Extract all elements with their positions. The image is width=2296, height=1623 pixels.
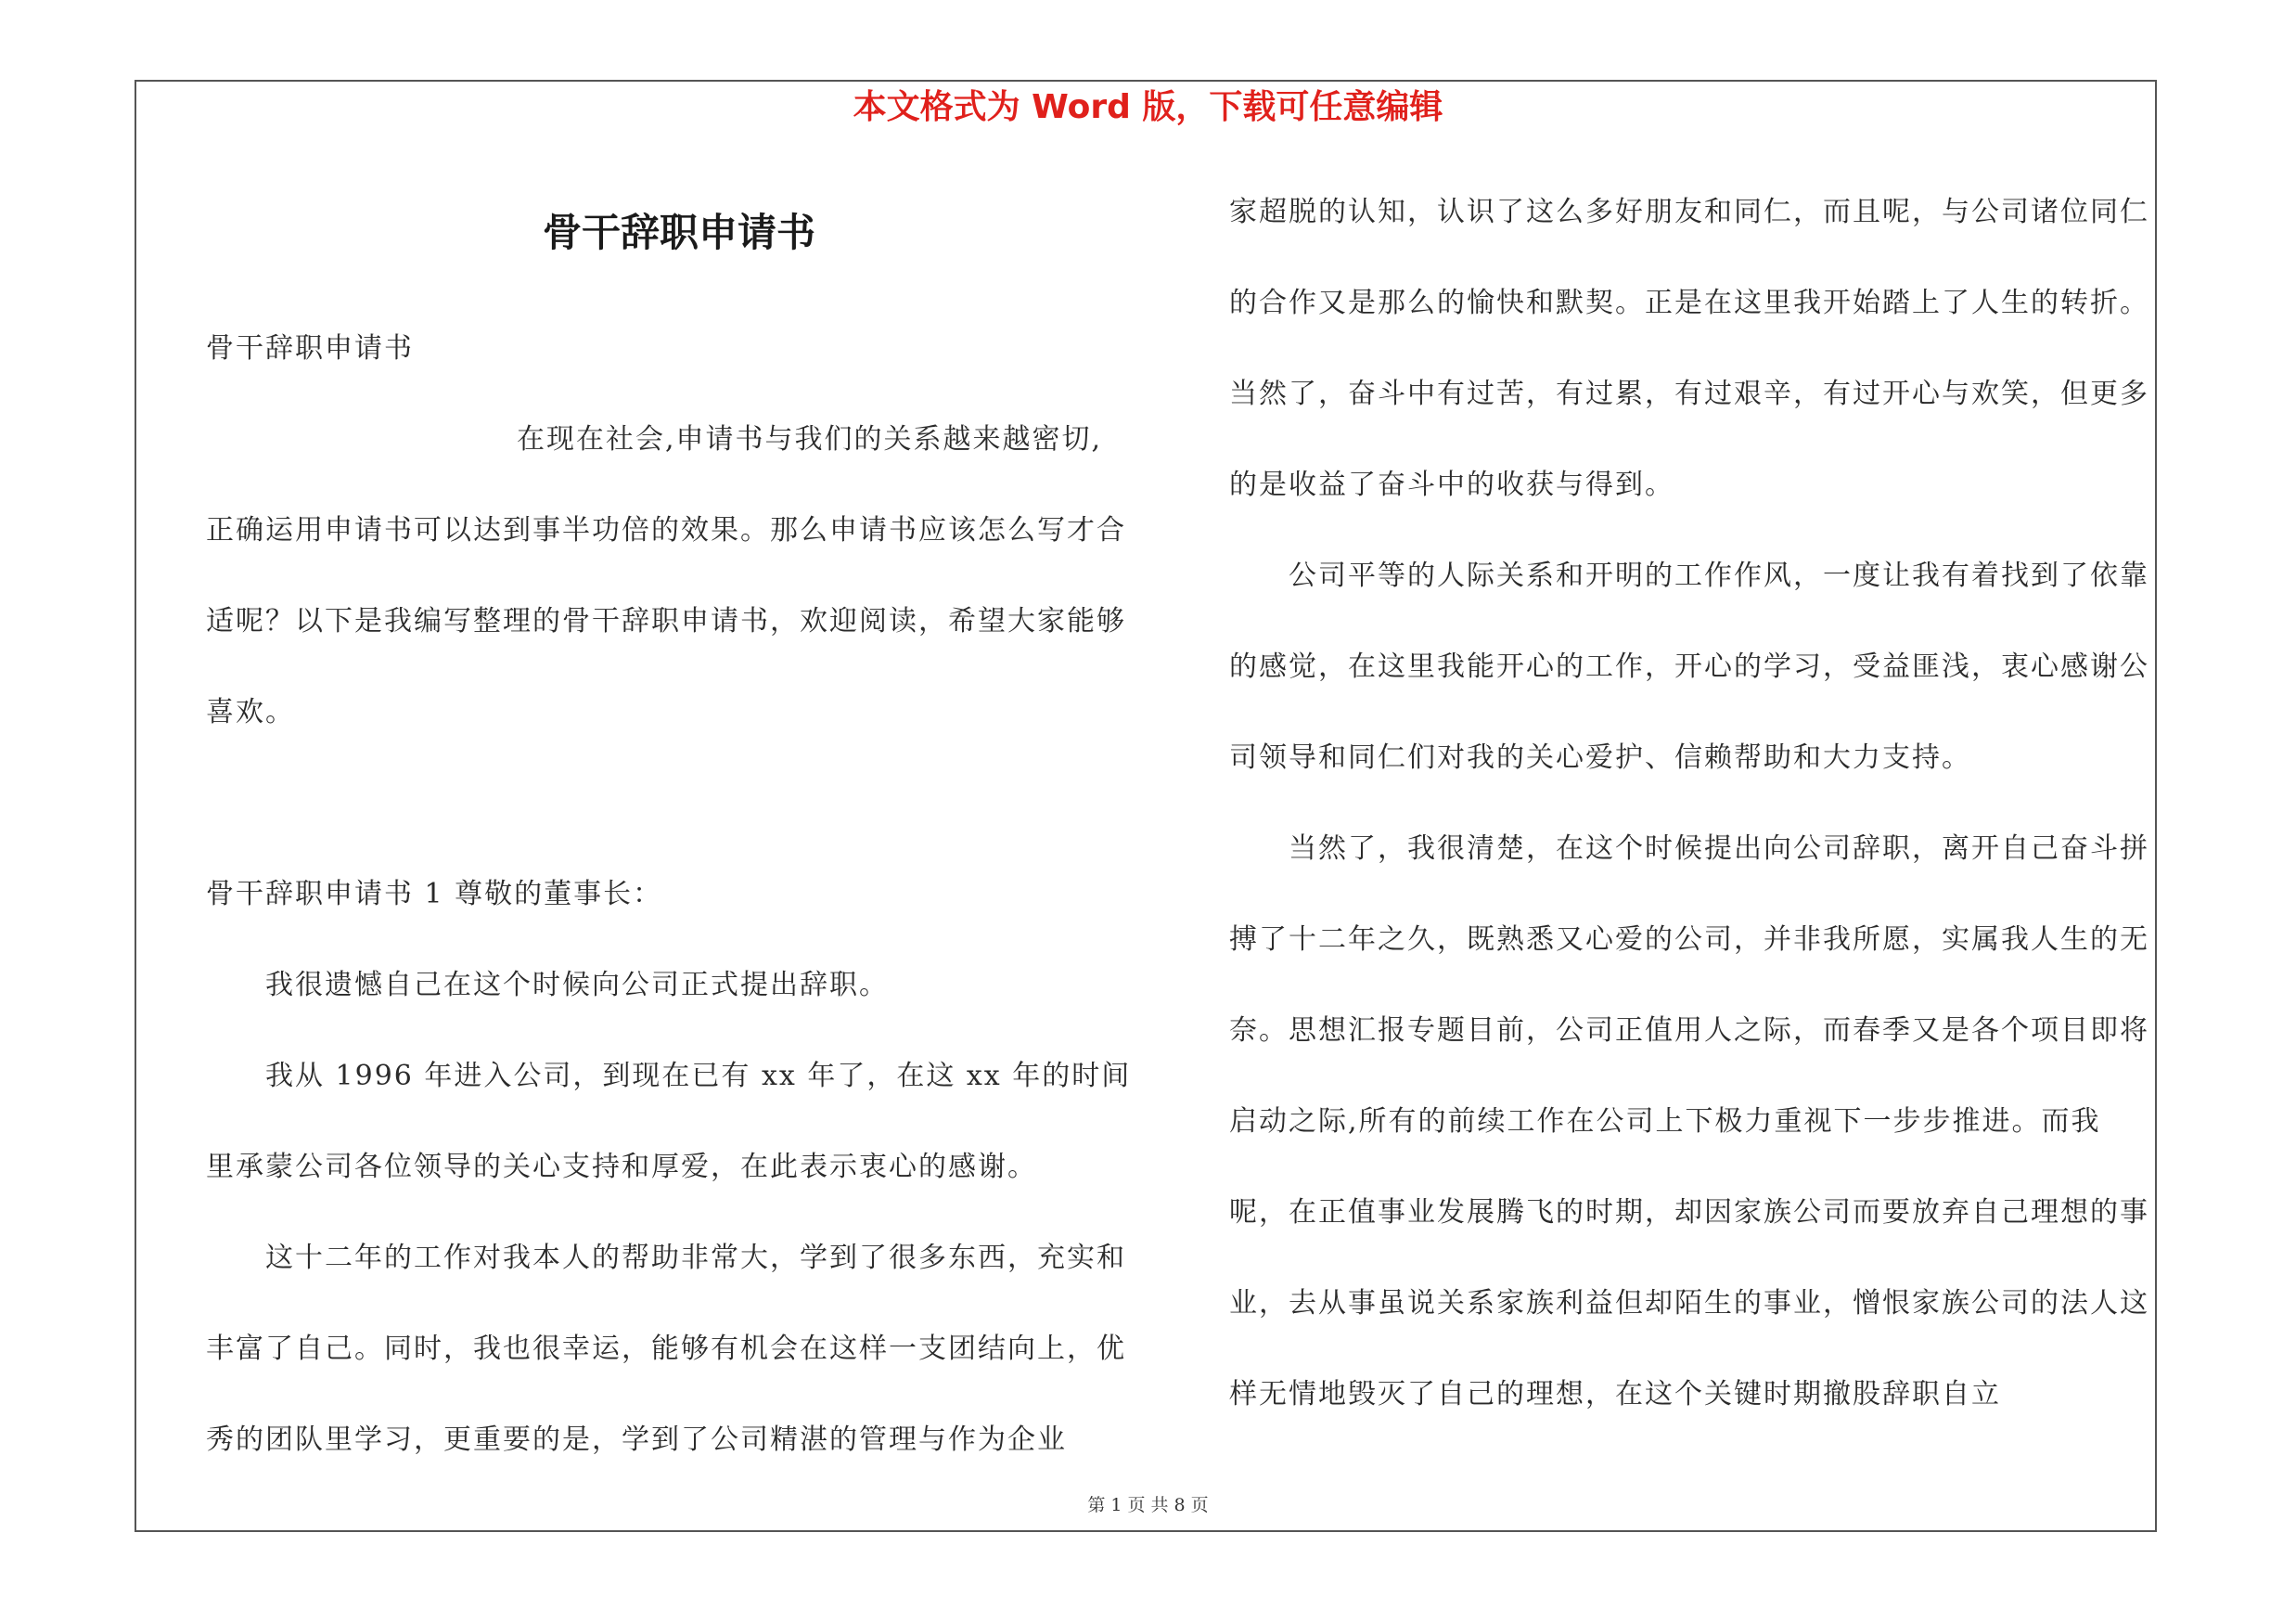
body-paragraph-4: 公司平等的人际关系和开明的工作作风，一度让我有着找到了依靠的感觉，在这里我能开心的工作，开心的学习，受益匪浅，衷心感谢公司领导和同仁们对我的关心爱护、信赖帮助和大力支持。 — [1229, 560, 2149, 774]
spacer — [206, 758, 1152, 849]
intro-paragraph: 正确运用申请书可以达到事半功倍的效果。那么申请书应该怎么写才合适呢？以下是我编写整理的骨干辞职申请书，欢迎阅读，希望大家能够喜欢。 — [206, 514, 1126, 728]
body-paragraph-3: 这十二年的工作对我本人的帮助非常大，学到了很多东西，充实和丰富了自己。同时，我也很幸运，能够有机会在这样一支团结向上，优秀的团队里学习，更重要的是，学到了公司精湛的管理与作为企业 — [206, 1242, 1126, 1456]
subtitle-paragraph: 骨干辞职申请书 — [206, 332, 414, 365]
word-format-banner: 本文格式为 Word 版，下载可任意编辑 — [853, 88, 1443, 126]
body-paragraph-2: 我从 1996 年进入公司，到现在已有 xx 年了，在这 xx 年的时间里承蒙公司各位领导的关心支持和厚爱，在此表示衷心的感谢。 — [206, 1060, 1132, 1183]
document-title: 骨干辞职申请书 — [542, 210, 815, 255]
intro-paragraph-line1: 在现在社会,申请书与我们的关系越来越密切, — [517, 423, 1103, 456]
body-paragraph-5: 当然了，我很清楚，在这个时候提出向公司辞职，离开自己奋斗拼搏了十二年之久，既熟悉又心爱的公司，并非我所愿，实属我人生的无奈。思想汇报专题目前，公司正值用人之际，而春季又是各个项目即将启动之际,所有的前续工作在公司上下极力重视下一步步推进。而我呢，在正值事业发展腾飞的时期，却因家族公司而要放弃自己理想的事业，去从事虽说关系家族利益但却陌生的事业，憎恨家族公司的法人这样无情地毁灭了自己的理想，在这个关键时期撤股辞职自立 — [1229, 832, 2149, 1410]
left-column — [206, 303, 1152, 1486]
body-paragraph-1: 我很遗憾自己在这个时候向公司正式提出辞职。 — [265, 969, 889, 1001]
body-paragraph-continued: 家超脱的认知，认识了这么多好朋友和同仁，而且呢，与公司诸位同仁的合作又是那么的愉快和默契。正是在这里我开始踏上了人生的转折。当然了，奋斗中有过苦，有过累，有过艰辛，有过开心与欢笑，但更多的是收益了奋斗中的收获与得到。 — [1229, 196, 2149, 501]
page-number-footer: 第 1 页 共 8 页 — [1087, 1495, 1209, 1515]
salutation-paragraph: 骨干辞职申请书 1 尊敬的董事长： — [206, 878, 663, 910]
right-column — [1229, 167, 2157, 1440]
